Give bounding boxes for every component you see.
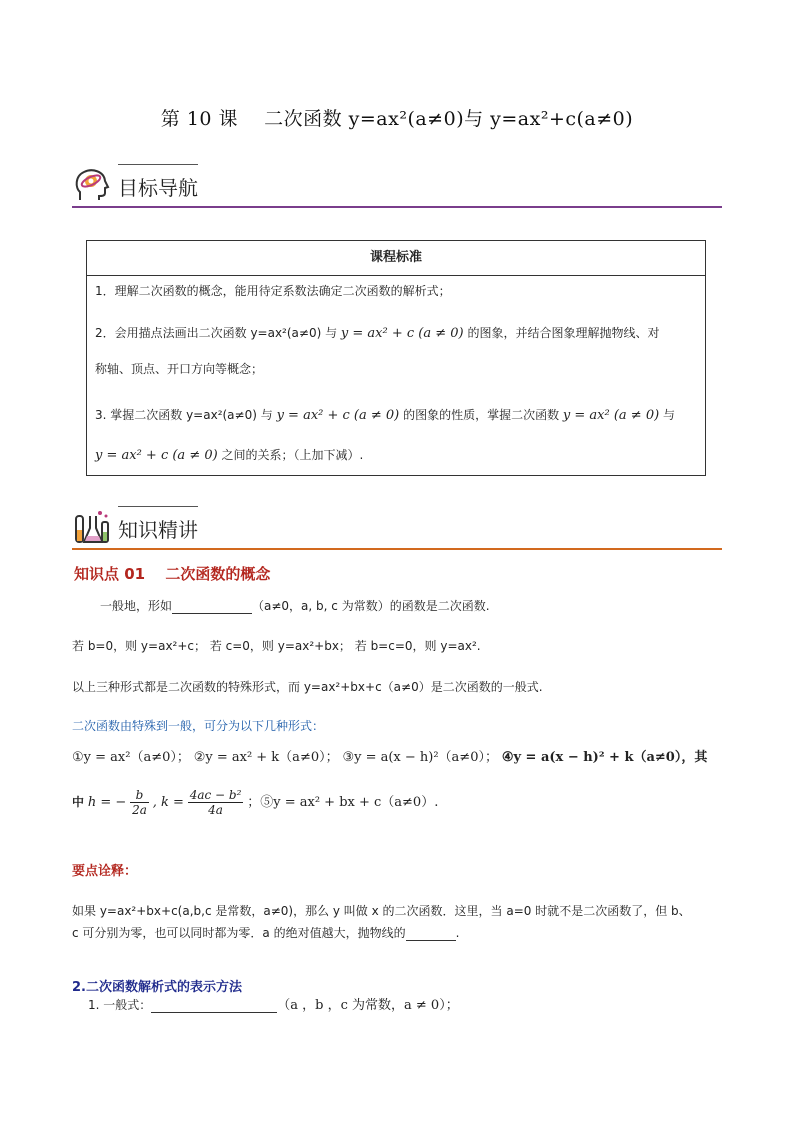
subsection-heading: 2.二次函数解析式的表示方法 (72, 980, 242, 995)
text: （a ，b ，c 为常数，a ≠ 0）； (277, 998, 459, 1013)
head-brain-icon (72, 166, 112, 206)
denominator: 4a (208, 803, 223, 817)
standard-item-3-text: 与 (663, 408, 676, 422)
formula: h = − (87, 795, 127, 810)
formula: ④y = a(x − h)² + k（a≠0），其 (501, 750, 708, 765)
paragraph: 如果 y=ax²+bx+c(a,b,c 是常数，a≠0)，那么 y 叫做 x 的二次函数．这里，当 a=0 时就不是二次函数了，但 b、 (72, 904, 691, 918)
text: c 可分别为零，也可以同时都为零．a 的绝对值越大，抛物线的 (72, 926, 406, 940)
text: （a≠0，a, b, c 为常数）的函数是二次函数. (252, 599, 490, 613)
paragraph (88, 994, 459, 1013)
formula: ③y = a(x − h)²（a≠0）； (342, 750, 498, 765)
text: . (455, 926, 460, 940)
course-standard-table (86, 240, 706, 476)
standard-item-2-text: 的图象，并结合图象理解抛物线、对 (467, 326, 660, 340)
standard-item-3-text: 的图象的性质，掌握二次函数 (403, 408, 560, 422)
page-title: 第 10 课 二次函数 y=ax²(a≠0)与 y=ax²+c(a≠0) (160, 108, 634, 130)
fraction (188, 788, 244, 817)
note-heading: 要点诠释： (72, 864, 138, 879)
formula: ①y = ax²（a≠0）； (72, 750, 190, 765)
formula: ；⑤y = ax² + bx + c（a≠0）. (247, 795, 439, 810)
fill-blank[interactable] (172, 599, 252, 614)
table-row (95, 447, 697, 464)
formula-line (72, 746, 707, 765)
section-label: 知识精讲 (118, 518, 198, 542)
section-underline (72, 206, 722, 208)
standard-item-2-text: 称轴、顶点、开口方向等概念； (95, 362, 264, 376)
paragraph: 二次函数由特殊到一般，可分为以下几种形式： (72, 719, 325, 733)
formula: y = ax² + c (a ≠ 0) (276, 408, 400, 423)
standard-item-1: 1．理解二次函数的概念，能用待定系数法确定二次函数的解析式； (95, 284, 451, 298)
standard-item-3-text: 之间的关系；（上加下减）. (221, 448, 364, 462)
header-top-line (118, 164, 198, 165)
table-header: 课程标准 (87, 241, 705, 276)
knowledge-point-heading: 知识点 01 二次函数的概念 (74, 565, 271, 583)
fraction (130, 788, 149, 817)
formula: ②y = ax² + k（a≠0）； (193, 750, 339, 765)
flask-icon (72, 508, 112, 548)
section-underline (72, 548, 722, 550)
numerator: 4ac − b² (189, 788, 242, 802)
table-row (95, 407, 697, 424)
formula: , k = (152, 795, 184, 810)
paragraph (100, 597, 490, 614)
table-row (95, 325, 697, 342)
denominator: 2a (132, 803, 147, 817)
fill-blank[interactable] (151, 998, 277, 1013)
paragraph (72, 924, 459, 941)
table-row (95, 283, 697, 299)
numerator: b (130, 788, 149, 803)
fill-blank[interactable] (406, 926, 456, 941)
section-label: 目标导航 (118, 176, 198, 200)
paragraph: 以上三种形式都是二次函数的特殊形式，而 y=ax²+bx+c（a≠0）是二次函数的一般式. (72, 680, 543, 694)
paragraph: 若 b=0，则 y=ax²+c； 若 c=0，则 y=ax²+bx； 若 b=c=0，则 y=ax². (72, 639, 481, 653)
table-row (95, 361, 697, 377)
text: 1. 一般式： (88, 998, 152, 1012)
text: 一般地，形如 (100, 599, 173, 613)
section-header-knowledge (72, 506, 722, 550)
formula: y = ax² + c (a ≠ 0) (340, 326, 464, 341)
text: 中 (72, 795, 85, 809)
standard-item-2-text: 2．会用描点法画出二次函数 y=ax²(a≠0) 与 (95, 326, 338, 340)
header-top-line (118, 506, 198, 507)
formula: y = ax² + c (a ≠ 0) (95, 448, 218, 463)
formula: y = ax² (a ≠ 0) (562, 408, 660, 423)
formula-line (72, 788, 438, 817)
standard-item-3-text: 3. 掌握二次函数 y=ax²(a≠0) 与 (95, 408, 273, 422)
section-header-goals (72, 164, 722, 208)
